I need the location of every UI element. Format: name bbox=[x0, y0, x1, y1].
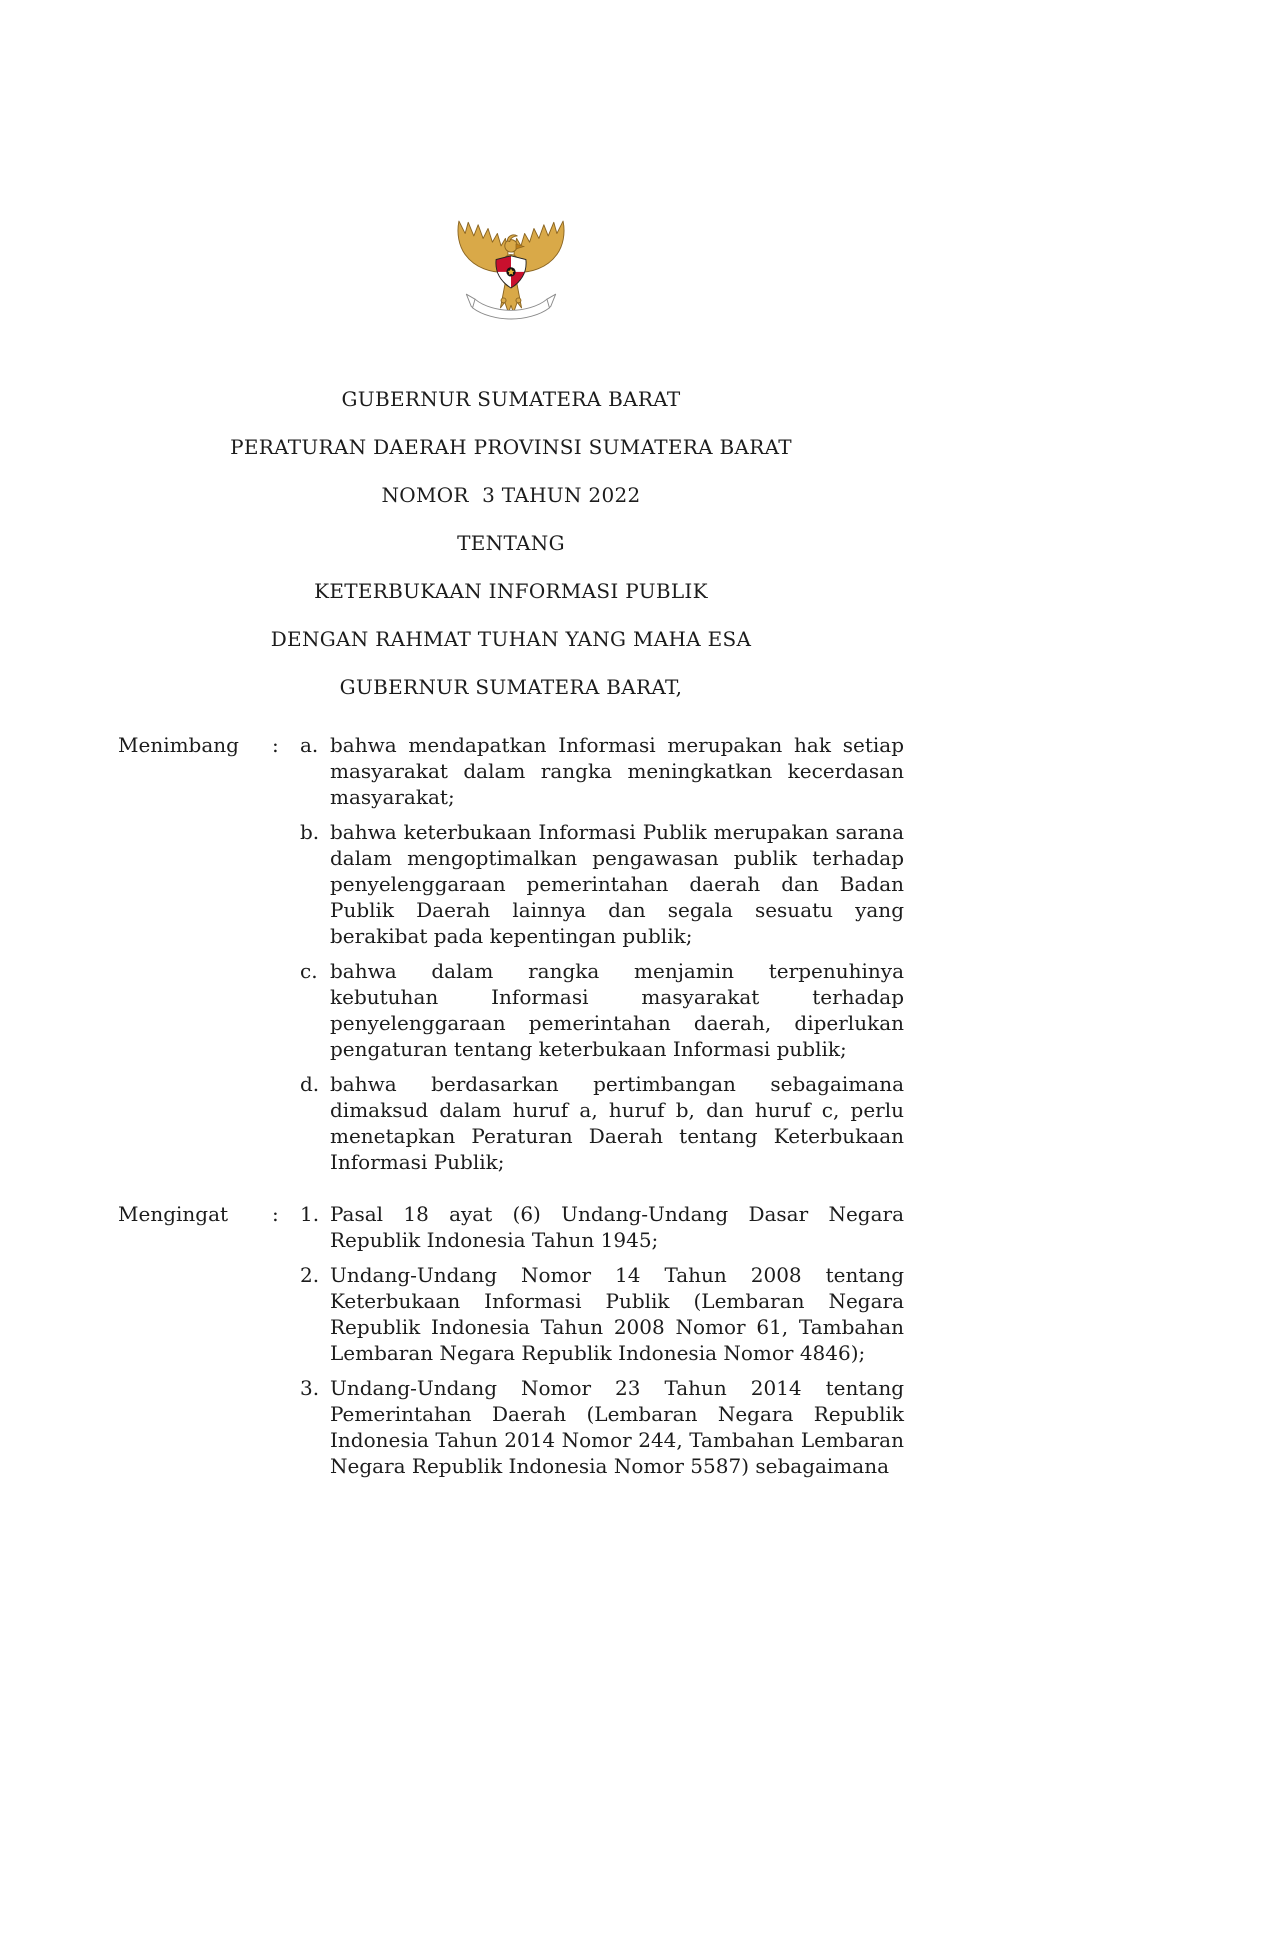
item-text: bahwa mendapatkan Informasi merupakan hak setiap masyarakat dalam rangka meningkatkan kecerdasan masyarakat; bbox=[330, 733, 904, 809]
item-text: Undang-Undang Nomor 23 Tahun 2014 tentang Pemerintahan Daerah (Lembaran Negara Republik Indonesia Tahun 2014 Nomor 244, Tambahan Lembaran Negara Republik Indonesia Nomor 5587) sebagaimana bbox=[330, 1376, 904, 1478]
item-marker: a. bbox=[300, 733, 319, 757]
consideration-item-b bbox=[300, 819, 904, 949]
garuda-icon bbox=[449, 196, 573, 336]
item-marker: b. bbox=[300, 820, 320, 844]
consideration-item-c bbox=[300, 958, 904, 1062]
heading-nomor-tahun: NOMOR 3 TAHUN 2022 bbox=[381, 483, 641, 507]
legal-basis-items bbox=[300, 1201, 904, 1479]
heading-subject: KETERBUKAAN INFORMASI PUBLIK bbox=[314, 579, 708, 603]
item-text: bahwa dalam rangka menjamin terpenuhinya kebutuhan Informasi masyarakat terhadap penyelenggaraan pemerintahan daerah, diperlukan pengaturan tentang keterbukaan Informasi publik; bbox=[330, 959, 904, 1061]
item-text: bahwa keterbukaan Informasi Publik merupakan sarana dalam mengoptimalkan pengawasan publik terhadap penyelenggaraan pemerintahan daerah dan Badan Publik Daerah lainnya dan segala sesuatu yang berakibat pada kepentingan publik; bbox=[330, 820, 904, 948]
item-marker: 3. bbox=[300, 1376, 320, 1400]
section-label: Menimbang bbox=[118, 733, 239, 757]
section-menimbang bbox=[118, 732, 904, 1175]
item-text: Undang-Undang Nomor 14 Tahun 2008 tentang Keterbukaan Informasi Publik (Lembaran Negara Republik Indonesia Tahun 2008 Nomor 61, Tambahan Lembaran Negara Republik Indonesia Nomor 4846); bbox=[330, 1263, 904, 1365]
item-marker: 1. bbox=[300, 1202, 320, 1226]
heading-gubernur-sumatera-barat: GUBERNUR SUMATERA BARAT bbox=[341, 387, 681, 411]
garuda-pancasila-emblem bbox=[449, 196, 573, 336]
heading-gubernur-comma: GUBERNUR SUMATERA BARAT, bbox=[339, 675, 683, 699]
legal-basis-item-2 bbox=[300, 1262, 904, 1366]
section-mengingat bbox=[118, 1201, 904, 1479]
heading-dengan-rahmat: DENGAN RAHMAT TUHAN YANG MAHA ESA bbox=[270, 627, 752, 651]
item-marker: d. bbox=[300, 1072, 320, 1096]
document-content bbox=[118, 0, 904, 1479]
consideration-items bbox=[300, 732, 904, 1175]
consideration-item-a bbox=[300, 732, 904, 810]
section-label: Mengingat bbox=[118, 1202, 229, 1226]
section-colon: : bbox=[272, 733, 279, 757]
item-text: Pasal 18 ayat (6) Undang-Undang Dasar Negara Republik Indonesia Tahun 1945; bbox=[330, 1202, 904, 1252]
legal-basis-item-3 bbox=[300, 1375, 904, 1479]
item-marker: c. bbox=[300, 959, 318, 983]
section-colon: : bbox=[272, 1202, 279, 1226]
legal-basis-item-1 bbox=[300, 1201, 904, 1253]
heading-peraturan-daerah: PERATURAN DAERAH PROVINSI SUMATERA BARAT bbox=[230, 435, 792, 459]
item-marker: 2. bbox=[300, 1263, 320, 1287]
consideration-item-d bbox=[300, 1071, 904, 1175]
heading-tentang: TENTANG bbox=[457, 531, 565, 555]
item-text: bahwa berdasarkan pertimbangan sebagaimana dimaksud dalam huruf a, huruf b, dan huruf c, perlu menetapkan Peraturan Daerah tentang Keterbukaan Informasi Publik; bbox=[330, 1072, 904, 1174]
document-title-block bbox=[118, 386, 904, 700]
